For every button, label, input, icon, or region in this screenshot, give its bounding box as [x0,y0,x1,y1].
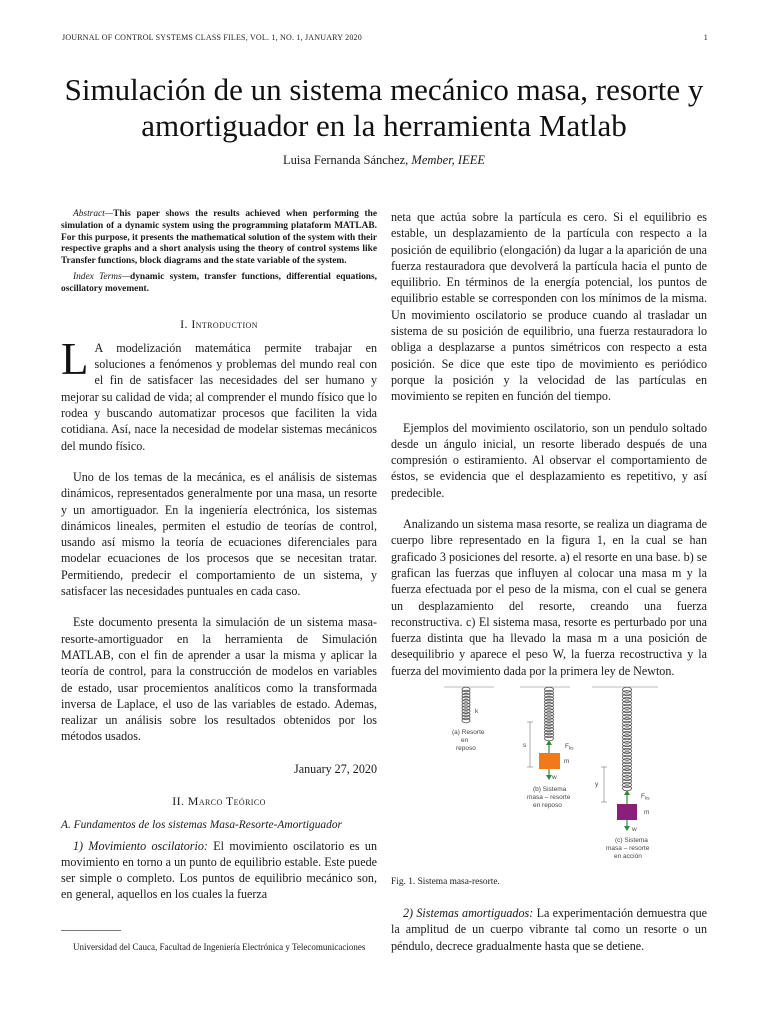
index-terms-lead: Index Terms— [73,271,130,282]
abstract-text: This paper shows the results achieved when performing the simulation of a dynamic system using the programming plataform MATLAB. For this purpose, it presents the mathematical solution of the system with their respective graphs and a short analysis using the theory of control systems like Transfer functions, block diagrams and the state variable of the system. [61,209,377,267]
running-head [62,33,708,42]
index-terms [61,272,377,296]
label-c-2: masa – resorte [606,845,650,852]
subsubsection-paragraph [61,838,377,903]
label-b-3: en reposo [533,802,562,809]
intro-paragraph-1 [61,333,377,454]
section-heading-introduction [61,316,377,332]
right-paragraph-3: Analizando un sistema masa resorte, se realiza un diagrama de cuerpo libre representado en la figura 1, en la cual se han graficado 3 posiciones del resorte. a) el resorte en una base. b) se grafican las fuerzas que influyen al colocar una masa m y la fuerza efectuada por el peso de la misma, con el cual se genera un desplazamiento del resorte, creando una fuerza reconstructiva. c) El sistema masa, resorte es perturbado por una fuerza distinta que ha llevado la masa m a una posición de desequilibrio y aparece el peso W, la fuerza recostructiva y la fuerza del movimiento dada por la primera ley de Newton. [391,517,707,678]
label-c-1: (c) Sistema [615,837,648,844]
subsection-heading: A. Fundamentos de los sistemas Masa-Resorte-Amortiguador [61,819,342,832]
label-m-c: m [644,809,650,816]
label-a-2: en [461,737,469,744]
right-paragraph-4 [391,905,707,954]
page-number: 1 [703,33,708,42]
section-numeral: I. [180,316,188,331]
figure-1 [430,682,690,864]
intro-paragraph-3: Este documento presenta la simulación de un sistema masa-resorte-amortiguador en la herramienta de Simulación MATLAB, con el fin de aprender a usar la misma y aplicar la teoría de control, para la construcción de modelos en variables de estado, usar procemientos analíticos como la transformada inversa de Laplace, el uso de las variables de estado. Ademas, realizar un análisis sobre los resultados obtenidos por los métodos usados. [61,615,377,744]
label-b-1: (b) Sistema [533,786,567,793]
label-w-c: w [632,826,637,833]
right-column [391,209,707,679]
label-s: s [523,742,527,749]
left-column [61,209,377,903]
footnote: Universidad del Cauca, Facultad de Ingeniería Electrónica y Telecomunicaciones [73,942,366,952]
label-fks-b: $F_{ks}$ [565,743,574,751]
author-name: Luisa Fernanda Sánchez, [282,153,409,167]
spring-coil [462,718,470,723]
intro-p1-text: A modelización matemática permite trabajar en soluciones a fenómenos y problemas del mundo real con el fin de satisfacer las necesidades del ser humano y mejorar su calidad de vida; al comprender el mundo físico que lo rodea y buscando automatizar procesos que faciliten la vida cotidiana. Así, nace la necesidad de modelar sistemas mecánicos del mundo físico. [61,340,377,453]
drop-cap: L [61,333,89,384]
mass-c [617,804,637,820]
right-paragraph-1: neta que actúa sobre la partícula es cero. Si el equilibrio es estable, un desplazamiento de la partícula con respecto a la posición de equilibrio (elongación) da lugar a la aparición de una fuerza restauradora que devolverá la partícula hacia el punto de equilibrio. En términos de la energía potencial, los puntos de equilibrio estable se corresponden con los mínimos de la misma. Un movimiento oscilatorio se produce cuando al trasladar un sistema de su posición de equilibrio, una fuerza restauradora lo obliga a desplazarse a puntos simétricos con respecto a esta posición. Se dice que este tipo de movimiento es periódico porque la posición y la velocidad de las partículas en movimiento se repiten en función del tiempo. [391,210,707,404]
right-paragraph-2: Ejemplos del movimiento oscilatorio, son un pendulo soltado desde un ángulo inicial, un resorte liberado después de una compresión o estiramiento. Al observar el comportamiento de éstos, se evidencia que el desplazamiento es repetitivo, y así predecible. [391,420,707,500]
label-w-b: w [552,774,557,781]
label-m-b: m [564,758,570,765]
index-terms-text: dynamic system, transfer functions, differential equations, oscillatory movement. [61,271,377,294]
label-b-2: masa – resorte [527,794,571,801]
spring-a [462,687,470,723]
author-role: Member, IEEE [411,153,486,167]
footnote-rule [61,930,121,931]
paper-title: Simulación de un sistema mecánico masa, resorte y amortiguador en la herramienta Matlab [64,72,704,143]
abstract-lead: Abstract— [73,209,114,219]
spring-b [545,687,554,741]
spring-diagram [430,682,690,864]
subsubsection-text-2: La experimentación demuestra que la amplitud de un cuerpo vibrante tal como un resorte o un péndulo, decrece gradualmente hasta que se detiene. [391,906,707,953]
author-line [0,153,768,168]
intro-paragraph-2: Uno de los temas de la mecánica, es el análisis de sistemas dinámicos, representados generalmente por una masa, un resorte y un amortiguador. En la ingeniería electrónica, los sistemas dinámicos lineales, permiten el estudio de teorías de control, usando así mismo la teoría de ecuaciones diferenciales para modelar ecuaciones de los procesos que se necesitan tratar. Permitiendo, predecir el comportamiento de un sistema, y satisfacer las necesidades puntuales en cada caso. [61,469,377,599]
label-k: k [475,708,479,715]
abstract [61,209,377,268]
journal-header: JOURNAL OF CONTROL SYSTEMS CLASS FILES, VOL. 1, NO. 1, JANUARY 2020 [62,33,362,42]
label-a-1: (a) Resorte [452,729,485,736]
label-fks-c: $F_{ks}$ [641,793,650,801]
weight-arrow-c-head [624,826,630,831]
label-a-3: reposo [456,745,476,752]
date-line: January 27, 2020 [294,761,377,776]
mass-b [539,753,560,769]
subsubsection-lead: 1) Movimiento oscilatorio: [73,838,208,853]
section-title: Introduction [191,316,258,331]
figure-caption: Fig. 1. Sistema masa-resorte. [391,877,500,887]
section-heading-marco [61,793,377,809]
label-y: y [595,781,599,788]
subsubsection-lead-2: 2) Sistemas amortiguados: [403,906,534,920]
section-numeral: II. [172,794,185,808]
section-title: Marco Teórico [187,794,266,808]
subsubsection-text: El movimiento oscilatorio es un movimiento en torno a un punto de equilibrio estable. Este puede ser simple o completo. Los puntos de equilibrio mecánico son, en general, aquellos en los cuales la fuerza [61,838,377,902]
spring-c [623,687,632,791]
label-c-3: en acción [614,853,642,860]
